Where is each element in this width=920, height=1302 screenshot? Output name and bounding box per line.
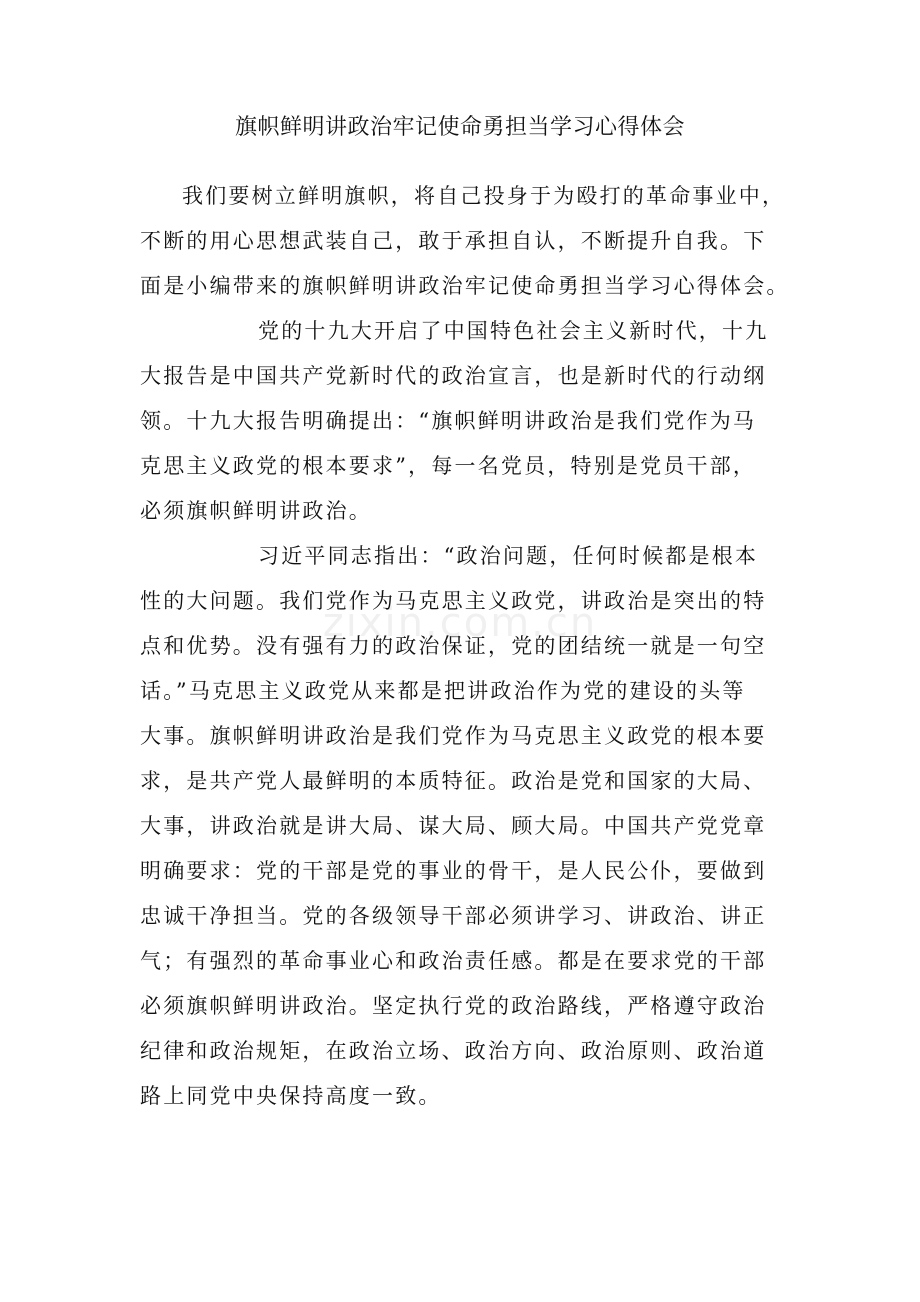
paragraph-3-line-7: 大事，讲政治就是讲大局、谋大局、顾大局。中国共产党党章 — [140, 814, 767, 838]
paragraph-3-line-8: 明确要求：党的干部是党的事业的骨干，是人民公仆，要做到 — [140, 859, 767, 883]
paragraph-3-line-10: 气；有强烈的革命事业心和政治责任感。都是在要求党的干部 — [140, 949, 767, 973]
paragraph-3-line-12: 纪律和政治规矩，在政治立场、政治方向、政治原则、政治道 — [140, 1039, 767, 1063]
watermark: zixin.com.cn — [322, 600, 598, 646]
paragraph-3-line-13: 路上同党中央保持高度一致。 — [140, 1084, 442, 1108]
paragraph-3-line-6: 求，是共产党人最鲜明的本质特征。政治是党和国家的大局、 — [140, 769, 767, 793]
paragraph-2-line-4: 克思主义政党的根本要求”，每一名党员，特别是党员干部， — [140, 454, 757, 478]
paragraph-3-line-11: 必须旗帜鲜明讲政治。坚定执行党的政治路线，严格遵守政治 — [140, 994, 767, 1018]
paragraph-1-line-1: 我们要树立鲜明旗帜，将自己投身于为殴打的革命事业中， — [182, 184, 786, 208]
paragraph-1-line-3: 面是小编带来的旗帜鲜明讲政治牢记使命勇担当学习心得体会。 — [140, 274, 790, 298]
paragraph-3-line-9: 忠诚干净担当。党的各级领导干部必须讲学习、讲政治、讲正 — [140, 904, 767, 928]
paragraph-2-line-1: 党的十九大开启了中国特色社会主义新时代，十九 — [258, 319, 769, 343]
document-title: 旗帜鲜明讲政治牢记使命勇担当学习心得体会 — [234, 115, 685, 140]
paragraph-1-line-2: 不断的用心思想武装自己，敢于承担自认，不断提升自我。下 — [140, 229, 767, 253]
paragraph-2-line-3: 领。十九大报告明确提出：“旗帜鲜明讲政治是我们党作为马 — [140, 409, 757, 433]
paragraph-2-line-5: 必须旗帜鲜明讲政治。 — [140, 499, 372, 523]
paragraph-2-line-2: 大报告是中国共产党新时代的政治宣言，也是新时代的行动纲 — [140, 364, 767, 388]
paragraph-3-line-3: 点和优势。没有强有力的政治保证，党的团结统一就是一句空 — [140, 634, 767, 658]
paragraph-3-line-5: 大事。旗帜鲜明讲政治是我们党作为马克思主义政党的根本要 — [140, 724, 767, 748]
paragraph-3-line-4: 话。”马克思主义政党从来都是把讲政治作为党的建设的头等 — [140, 679, 746, 703]
paragraph-3-line-1: 习近平同志指出：“政治问题，任何时候都是根本 — [258, 544, 759, 568]
paragraph-3-line-2: 性的大问题。我们党作为马克思主义政党，讲政治是突出的特 — [140, 589, 767, 613]
